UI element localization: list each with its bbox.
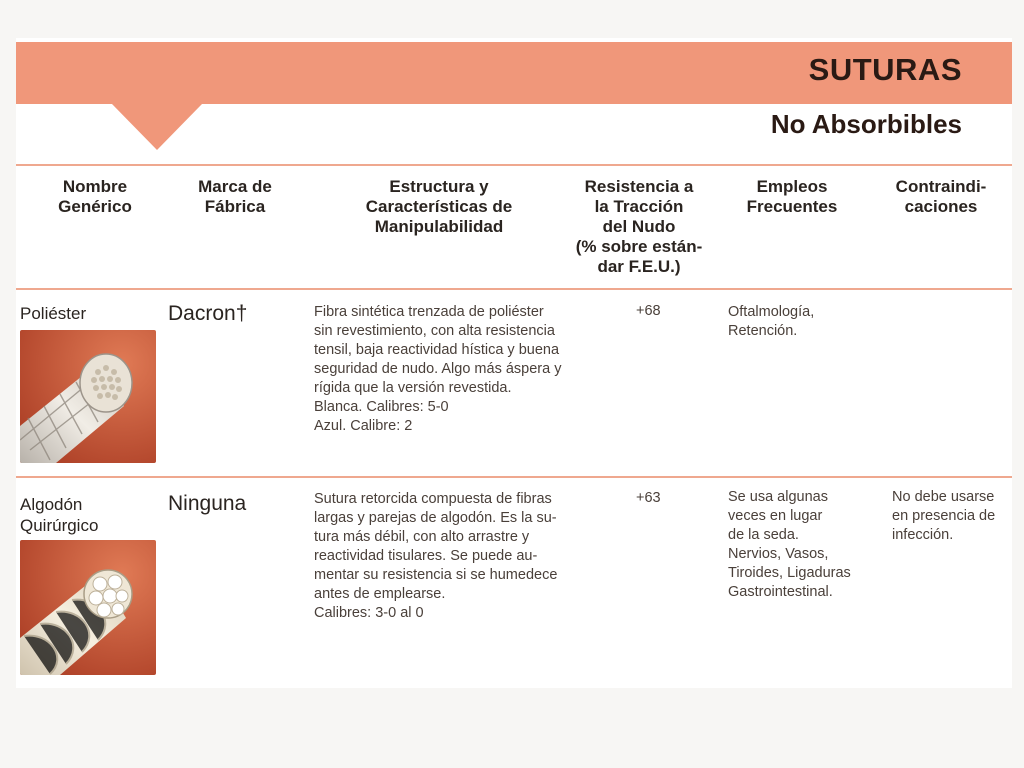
suture-reference-page xyxy=(16,38,1012,688)
row-divider xyxy=(16,476,1012,478)
polyester-braid-photo xyxy=(20,330,156,463)
row-polyester-strength: +68 xyxy=(636,303,661,319)
row-cotton-strength: +63 xyxy=(636,490,661,506)
row-polyester-name: Poliéster xyxy=(20,304,87,323)
row-polyester-brand: Dacron† xyxy=(168,302,248,325)
col-header-knot-strength: Resistencia a la Tracción del Nudo (% sobre están- dar F.E.U.) xyxy=(575,177,703,276)
header-bottom-rule xyxy=(16,288,1012,290)
col-header-brand: Marca de Fábrica xyxy=(198,177,272,216)
col-header-structure: Estructura y Características de Manipulabilidad xyxy=(365,177,513,236)
col-header-generic-name: Nombre Genérico xyxy=(58,177,132,216)
col-header-contraindications: Contraindi- caciones xyxy=(895,177,987,216)
col-header-uses: Empleos Frecuentes xyxy=(746,177,838,216)
row-cotton-contraindications: No debe usarse en presencia de infección. xyxy=(892,489,996,543)
header-top-rule xyxy=(16,164,1012,166)
page-title: SUTURAS xyxy=(808,52,962,87)
cotton-twist-photo xyxy=(20,540,156,675)
row-polyester-description: Fibra sintética trenzada de poliéster sin revestimiento, con alta resistencia tensil, baja reactividad hística y buena seguridad de nudo. Algo más áspera y rígida que la versión revestida. Blanca. Calibres: 5-0 Azul. Calibre: 2 xyxy=(314,304,562,434)
row-cotton-brand: Ninguna xyxy=(168,492,247,515)
row-cotton-uses: Se usa algunas veces en lugar de la seda. Nervios, Vasos, Tiroides, Ligaduras Gastrointestinal. xyxy=(728,489,851,600)
page-subtitle: No Absorbibles xyxy=(770,109,962,139)
row-cotton-description: Sutura retorcida compuesta de fibras largas y parejas de algodón. Es la su- tura más débil, con alto arrastre y reactividad tisulares. Se puede au- mentar su resistencia si se humedece antes de emplearse. Calibres: 3-0 al 0 xyxy=(314,491,558,621)
row-polyester-uses: Oftalmología, Retención. xyxy=(728,304,815,339)
banner-notch xyxy=(112,104,202,150)
row-cotton-name: Algodón Quirúrgico xyxy=(20,495,99,535)
